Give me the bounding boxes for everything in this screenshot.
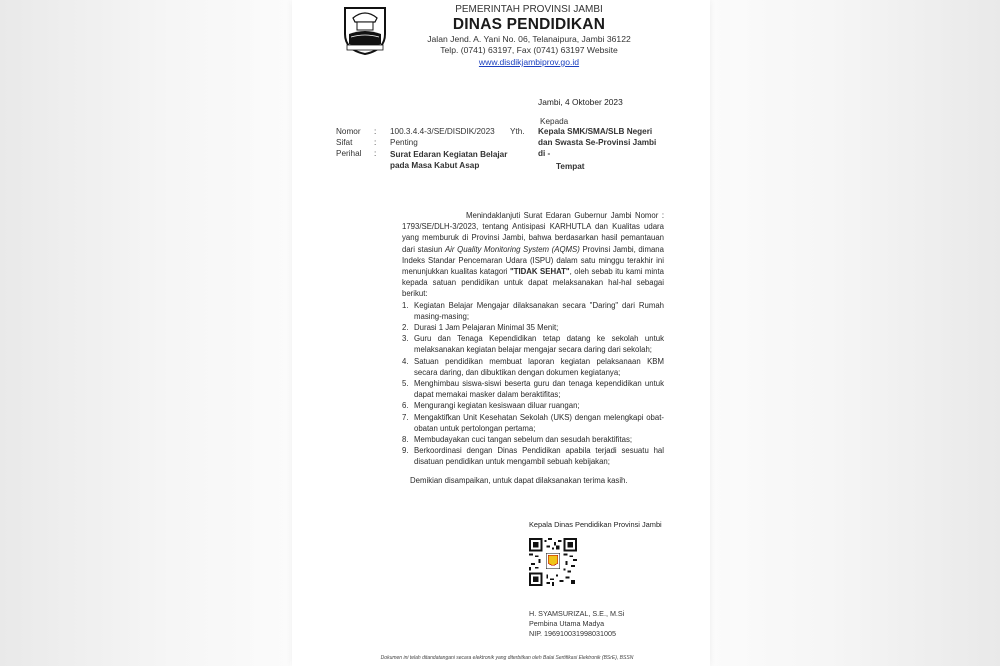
- item-text: Mengurangi kegiatan kesiswaan diluar ruangan;: [414, 401, 580, 411]
- letter-body: [402, 210, 664, 486]
- item-number: 4.: [402, 356, 409, 366]
- list-item: [402, 412, 664, 434]
- qr-code: [529, 538, 577, 586]
- item-number: 8.: [402, 435, 409, 445]
- jambi-emblem-logo: [341, 4, 389, 56]
- item-text: Guru dan Tenaga Kependidikan tetap datang ke sekolah untuk melaksanakan kegiatan belajar mengajar secara daring dari sekolah;: [414, 334, 664, 355]
- perihal-colon: :: [374, 149, 377, 158]
- item-number: 7.: [402, 412, 409, 422]
- letterhead-website-link[interactable]: www.disdikjambiprov.go.id: [478, 57, 580, 67]
- recipient-line3: di -: [538, 149, 551, 158]
- letter-date: Jambi, 4 Oktober 2023: [538, 97, 623, 107]
- list-item: [402, 445, 664, 467]
- list-item: [402, 378, 664, 400]
- item-number: 3.: [402, 334, 409, 344]
- recipient-kepada: Kepada: [540, 117, 569, 126]
- item-number: 1.: [402, 300, 409, 310]
- nomor-value: 100.3.4.4-3/SE/DISDIK/2023: [390, 127, 495, 136]
- perihal-label: Perihal: [336, 149, 362, 158]
- signatory-name: H. SYAMSURIZAL, S.E., M.Si: [529, 609, 625, 618]
- item-text: Menghimbau siswa-siswi beserta guru dan tenaga kependidikan untuk dapat memakai masker dalam beraktifitas;: [414, 379, 664, 400]
- recipient-yth: Yth.: [510, 127, 525, 136]
- intro-italic-aqms: Air Quality Monitoring System (AQMS): [444, 244, 580, 254]
- intro-paragraph: [402, 210, 664, 300]
- signatory-nip: NIP. 196910031998031005: [529, 629, 616, 638]
- item-text: Satuan pendidikan membuat laporan kegiatan pelaksanaan KBM secara daring, dan dibuktikan dengan dokumen kegiatanya;: [414, 356, 664, 377]
- recipient-line2: dan Swasta Se-Provinsi Jambi: [538, 138, 657, 147]
- esign-footer-note: Dokumen ini telah ditandatangani secara elektronik yang diterbitkan oleh Balai Sertifikasi Elektronik (BSrE), BSSN: [380, 655, 634, 661]
- intro-bold-tidak-sehat: "TIDAK SEHAT": [510, 267, 570, 277]
- list-item: [402, 434, 664, 445]
- item-text: Membudayakan cuci tangan sebelum dan sesudah beraktifitas;: [414, 435, 633, 445]
- letter-page: [292, 0, 710, 666]
- intro-text-2: Provinsi Jambi, dimana Indeks Standar Pencemaran Udara (ISPU) dalam satu minggu terakhir ini menunjukkan kualitas katagori: [402, 244, 664, 277]
- item-text: Kegiatan Belajar Mengajar dilaksanakan secara "Daring" dari Rumah masing-masing;: [414, 300, 664, 321]
- perihal-value: Surat Edaran Kegiatan Belajar pada Masa Kabut Asap: [390, 150, 508, 170]
- item-text: Mengaktifkan Unit Kesehatan Sekolah (UKS) dengan melengkapi obat-obatan untuk pertolongan pertama;: [414, 412, 664, 433]
- background-right: [710, 0, 1000, 666]
- letterhead-agency: DINAS PENDIDIKAN: [452, 16, 606, 33]
- recipient-line4: Tempat: [556, 162, 585, 171]
- signature-title: Kepala Dinas Pendidikan Provinsi Jambi: [529, 520, 662, 529]
- item-text: Durasi 1 Jam Pelajaran Minimal 35 Menit;: [414, 323, 559, 333]
- background-left: [0, 0, 290, 666]
- sifat-value: Penting: [390, 138, 418, 147]
- item-number: 9.: [402, 446, 409, 456]
- letterhead-government: PEMERINTAH PROVINSI JAMBI: [455, 4, 603, 15]
- item-number: 6.: [402, 401, 409, 411]
- item-number: 2.: [402, 323, 409, 333]
- list-item: [402, 356, 664, 378]
- letterhead-phone: Telp. (0741) 63197, Fax (0741) 63197 Website: [440, 45, 618, 55]
- instruction-list: [402, 300, 664, 468]
- list-item: [402, 300, 664, 322]
- signatory-block: [529, 609, 624, 639]
- item-text: Berkoordinasi dengan Dinas Pendidikan apabila terjadi sesuatu hal disatuan pendidikan untuk mengambil sebuah kebijakan;: [414, 446, 664, 467]
- nomor-colon: :: [374, 127, 377, 136]
- intro-text-1: Menindaklanjuti Surat Edaran Gubernur Jambi Nomor : 1793/SE/DLH-3/2023, tentang Antisipasi KARHUTLA dan Kualitas udara yang memburuk di Provinsi Jambi, bahwa berdasarkan hasil pemantauan dari stasiun: [402, 211, 664, 254]
- list-item: [402, 322, 664, 333]
- list-item: [402, 333, 664, 355]
- intro-text-3: , oleh sebab itu kami minta kepada satuan pendidikan untuk dapat melaksanakan hal-hal sebagai berikut:: [402, 267, 664, 299]
- list-item: [402, 400, 664, 411]
- sifat-label: Sifat: [336, 138, 353, 147]
- nomor-label: Nomor: [336, 127, 361, 136]
- letterhead-address: Jalan Jend. A. Yani No. 06, Telanaipura, Jambi 36122: [427, 34, 631, 44]
- item-number: 5.: [402, 379, 409, 389]
- signatory-rank: Pembina Utama Madya: [529, 619, 605, 628]
- closing-sentence: Demikian disampaikan, untuk dapat dilaksanakan terima kasih.: [410, 475, 628, 485]
- sifat-colon: :: [374, 138, 377, 147]
- recipient-line1: Kepala SMK/SMA/SLB Negeri: [538, 127, 653, 136]
